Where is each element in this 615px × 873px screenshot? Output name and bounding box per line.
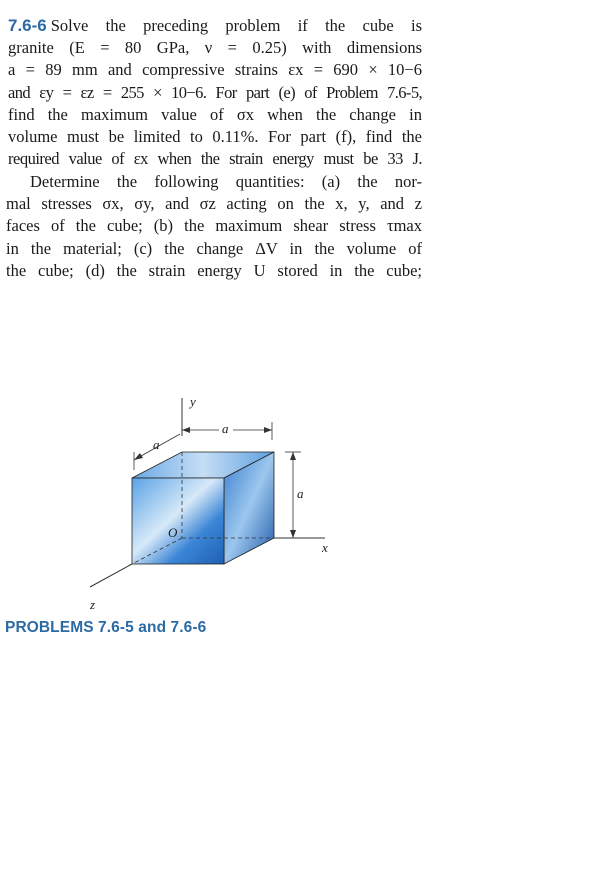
z-axis-line bbox=[90, 564, 132, 587]
problem-statement bbox=[8, 15, 422, 170]
problem-line-6: volume must be limited to 0.11%. For part (f), find the bbox=[8, 127, 422, 147]
dim-left-arrow bbox=[134, 453, 143, 460]
dim-right-label: a bbox=[297, 486, 304, 501]
dim-right-arrow-bottom bbox=[290, 530, 296, 538]
origin-label: O bbox=[168, 525, 178, 540]
problem-line-2: granite (E = 80 GPa, ν = 0.25) with dimensions bbox=[8, 38, 422, 58]
cube-figure bbox=[80, 390, 380, 620]
determine-line-1: Determine the following quantities: (a) the nor- bbox=[30, 172, 422, 191]
figure-caption: PROBLEMS 7.6-5 and 7.6-6 bbox=[5, 619, 207, 636]
problem-line-3: a = 89 mm and compressive strains εx = 690 × 10−6 bbox=[8, 60, 422, 80]
dim-top-label: a bbox=[222, 421, 229, 436]
determine-line-3: faces of the cube; (b) the maximum shear stress τmax bbox=[6, 216, 422, 236]
determine-line-4: in the material; (c) the change ΔV in the volume of bbox=[6, 238, 422, 258]
x-axis-label: x bbox=[322, 540, 328, 555]
problem-line-1: 7.6-6 Solve the preceding problem if the cube is bbox=[8, 16, 422, 35]
y-axis-label: y bbox=[190, 394, 196, 409]
dim-top-arrow-left bbox=[182, 427, 190, 433]
problem-line-7: required value of εx when the strain energy must be 33 J. bbox=[8, 149, 422, 169]
dim-top-arrow-right bbox=[264, 427, 272, 433]
z-axis-label: z bbox=[90, 597, 96, 612]
problem-number: 7.6-6 bbox=[8, 16, 47, 35]
determine-line-2: mal stresses σx, σy, and σz acting on the x, y, and z bbox=[6, 194, 422, 214]
dim-left-label: a bbox=[153, 437, 160, 452]
determine-statement bbox=[6, 171, 422, 282]
determine-line-5: the cube; (d) the strain energy U stored in the cube; bbox=[6, 260, 422, 280]
problem-line-4: and εy = εz = 255 × 10−6. For part (e) of Problem 7.6-5, bbox=[8, 82, 422, 102]
dim-right-arrow-top bbox=[290, 452, 296, 460]
cube-front-face bbox=[132, 478, 224, 564]
problem-line-5: find the maximum value of σx when the change in bbox=[8, 104, 422, 124]
